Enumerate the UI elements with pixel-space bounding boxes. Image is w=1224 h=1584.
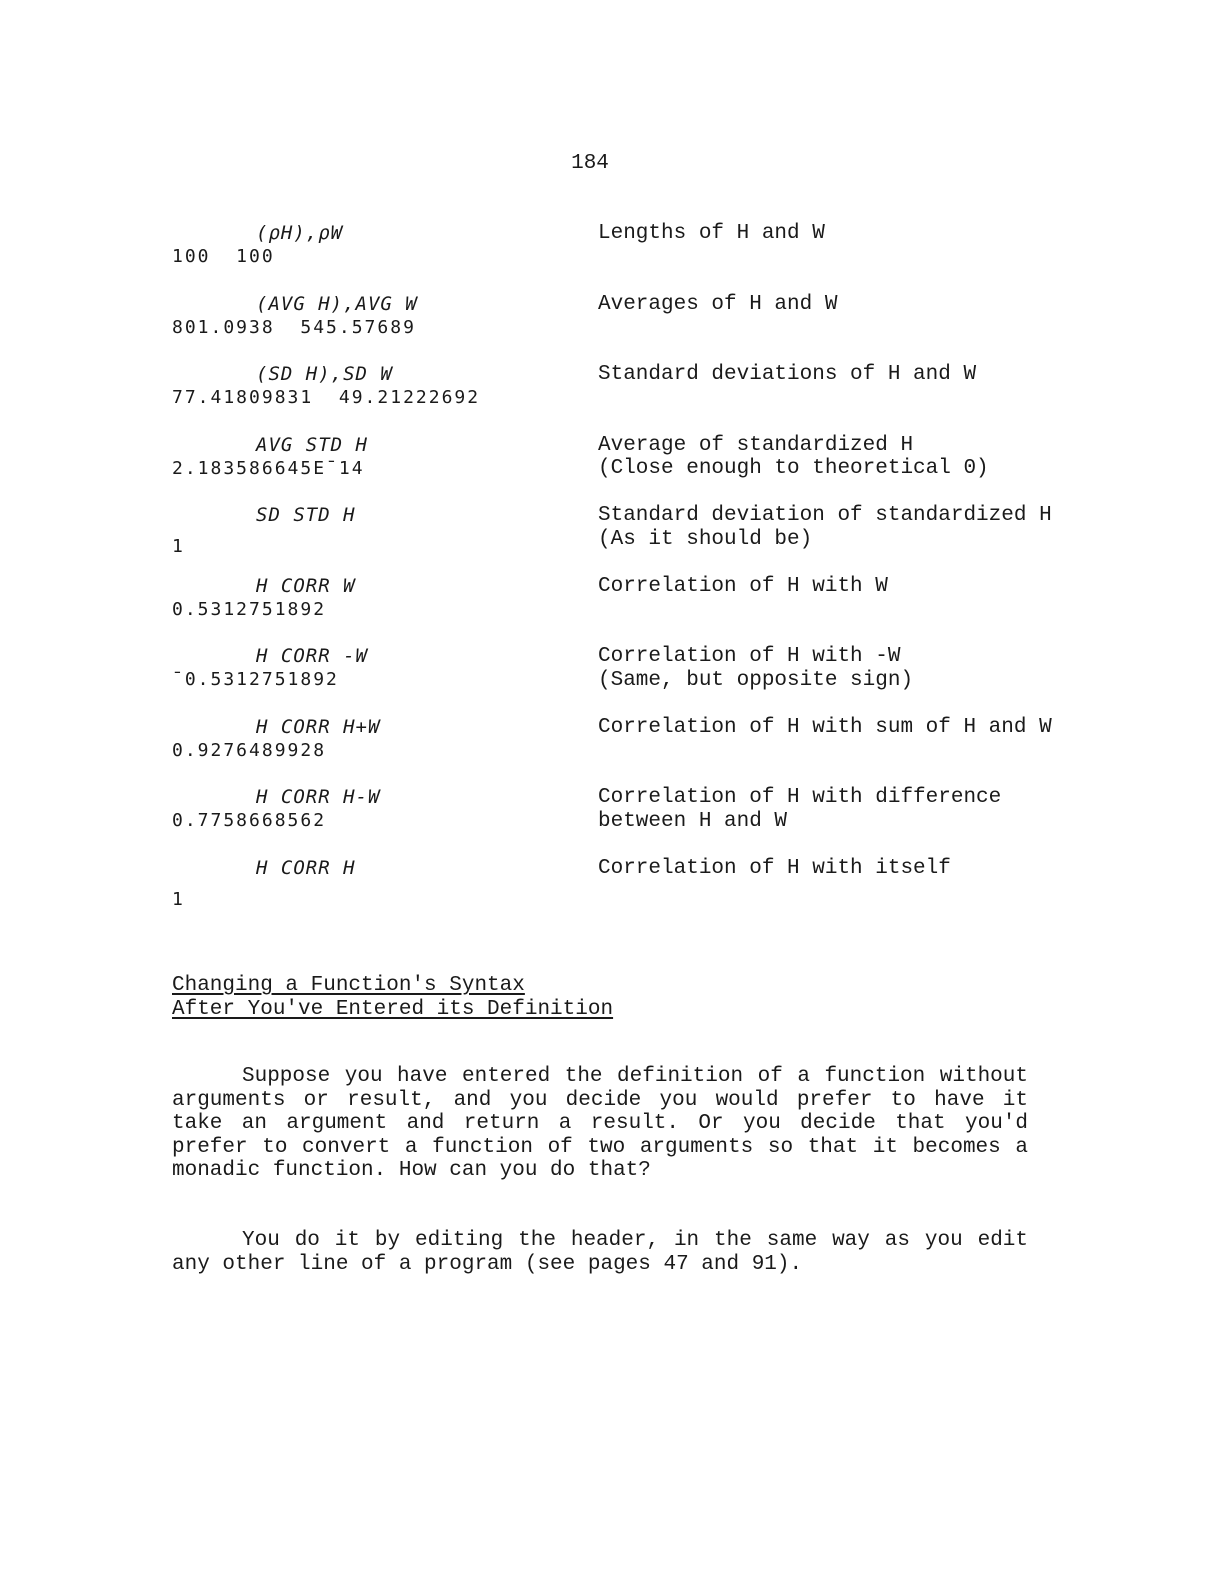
session-entry bbox=[172, 293, 1152, 364]
body-paragraph: Suppose you have entered the definition of a function without arguments or result, and you decide you would prefer to have it take an argument and return a result. Or you decide that you'd prefer to convert a function of two arguments so that it becomes a monadic function. How can you do that? bbox=[172, 1065, 1028, 1182]
apl-result: 100 100 bbox=[172, 246, 275, 267]
entry-comment: Correlation of H with sum of H and W bbox=[598, 715, 1052, 739]
session-entry bbox=[172, 363, 1152, 434]
session-entry bbox=[172, 434, 1152, 505]
entry-comment: Correlation of H with -W (Same, but opposite sign) bbox=[598, 645, 914, 692]
apl-expression: H CORR H+W bbox=[256, 715, 381, 738]
session-entry bbox=[172, 222, 1152, 293]
entry-comment: Standard deviation of standardized H (As it should be) bbox=[598, 504, 1052, 551]
body-paragraph: You do it by editing the header, in the same way as you edit any other line of a program (see pages 47 and 91). bbox=[172, 1229, 1028, 1276]
apl-result: 0.7758668562 bbox=[172, 810, 327, 831]
entry-comment: Average of standardized H (Close enough to theoretical 0) bbox=[598, 433, 989, 480]
apl-result: 77.41809831 49.21222692 bbox=[172, 387, 481, 408]
apl-expression: H CORR W bbox=[256, 574, 356, 597]
apl-result: 1 bbox=[172, 536, 185, 557]
apl-session-listing bbox=[172, 222, 1152, 927]
section-heading bbox=[172, 974, 613, 1022]
apl-expression: SD STD H bbox=[256, 504, 356, 526]
session-entry bbox=[172, 575, 1152, 646]
apl-expression: AVG STD H bbox=[256, 433, 368, 456]
session-entry bbox=[172, 716, 1152, 787]
session-entry bbox=[172, 786, 1152, 857]
entry-comment: Averages of H and W bbox=[598, 292, 838, 316]
entry-comment: Standard deviations of H and W bbox=[598, 363, 977, 386]
session-entry bbox=[172, 645, 1152, 716]
apl-result: 2.183586645E¯14 bbox=[172, 457, 365, 479]
apl-expression: (SD H),SD W bbox=[256, 363, 393, 385]
entry-comment: Lengths of H and W bbox=[598, 222, 825, 245]
section-heading-line: Changing a Function's Syntax bbox=[172, 974, 525, 997]
entry-comment: Correlation of H with W bbox=[598, 574, 888, 598]
entry-comment: Correlation of H with itself bbox=[598, 856, 951, 880]
page-number: 184 bbox=[571, 152, 609, 175]
section-heading-line: After You've Entered its Definition bbox=[172, 998, 614, 1021]
apl-result: 1 bbox=[172, 888, 185, 910]
session-entry bbox=[172, 857, 1152, 928]
entry-comment: Correlation of H with difference between H and W bbox=[598, 786, 1002, 833]
apl-expression: H CORR -W bbox=[256, 645, 368, 667]
apl-result: ¯0.5312751892 bbox=[172, 669, 339, 690]
apl-expression: (AVG H),AVG W bbox=[256, 292, 418, 315]
apl-expression: H CORR H bbox=[256, 856, 356, 879]
session-entry bbox=[172, 504, 1152, 575]
apl-result: 801.0938 545.57689 bbox=[172, 316, 416, 338]
apl-result: 0.9276489928 bbox=[172, 739, 327, 761]
apl-expression: H CORR H-W bbox=[256, 786, 381, 808]
apl-expression: (ρH),ρW bbox=[256, 222, 344, 244]
apl-result: 0.5312751892 bbox=[172, 598, 327, 620]
